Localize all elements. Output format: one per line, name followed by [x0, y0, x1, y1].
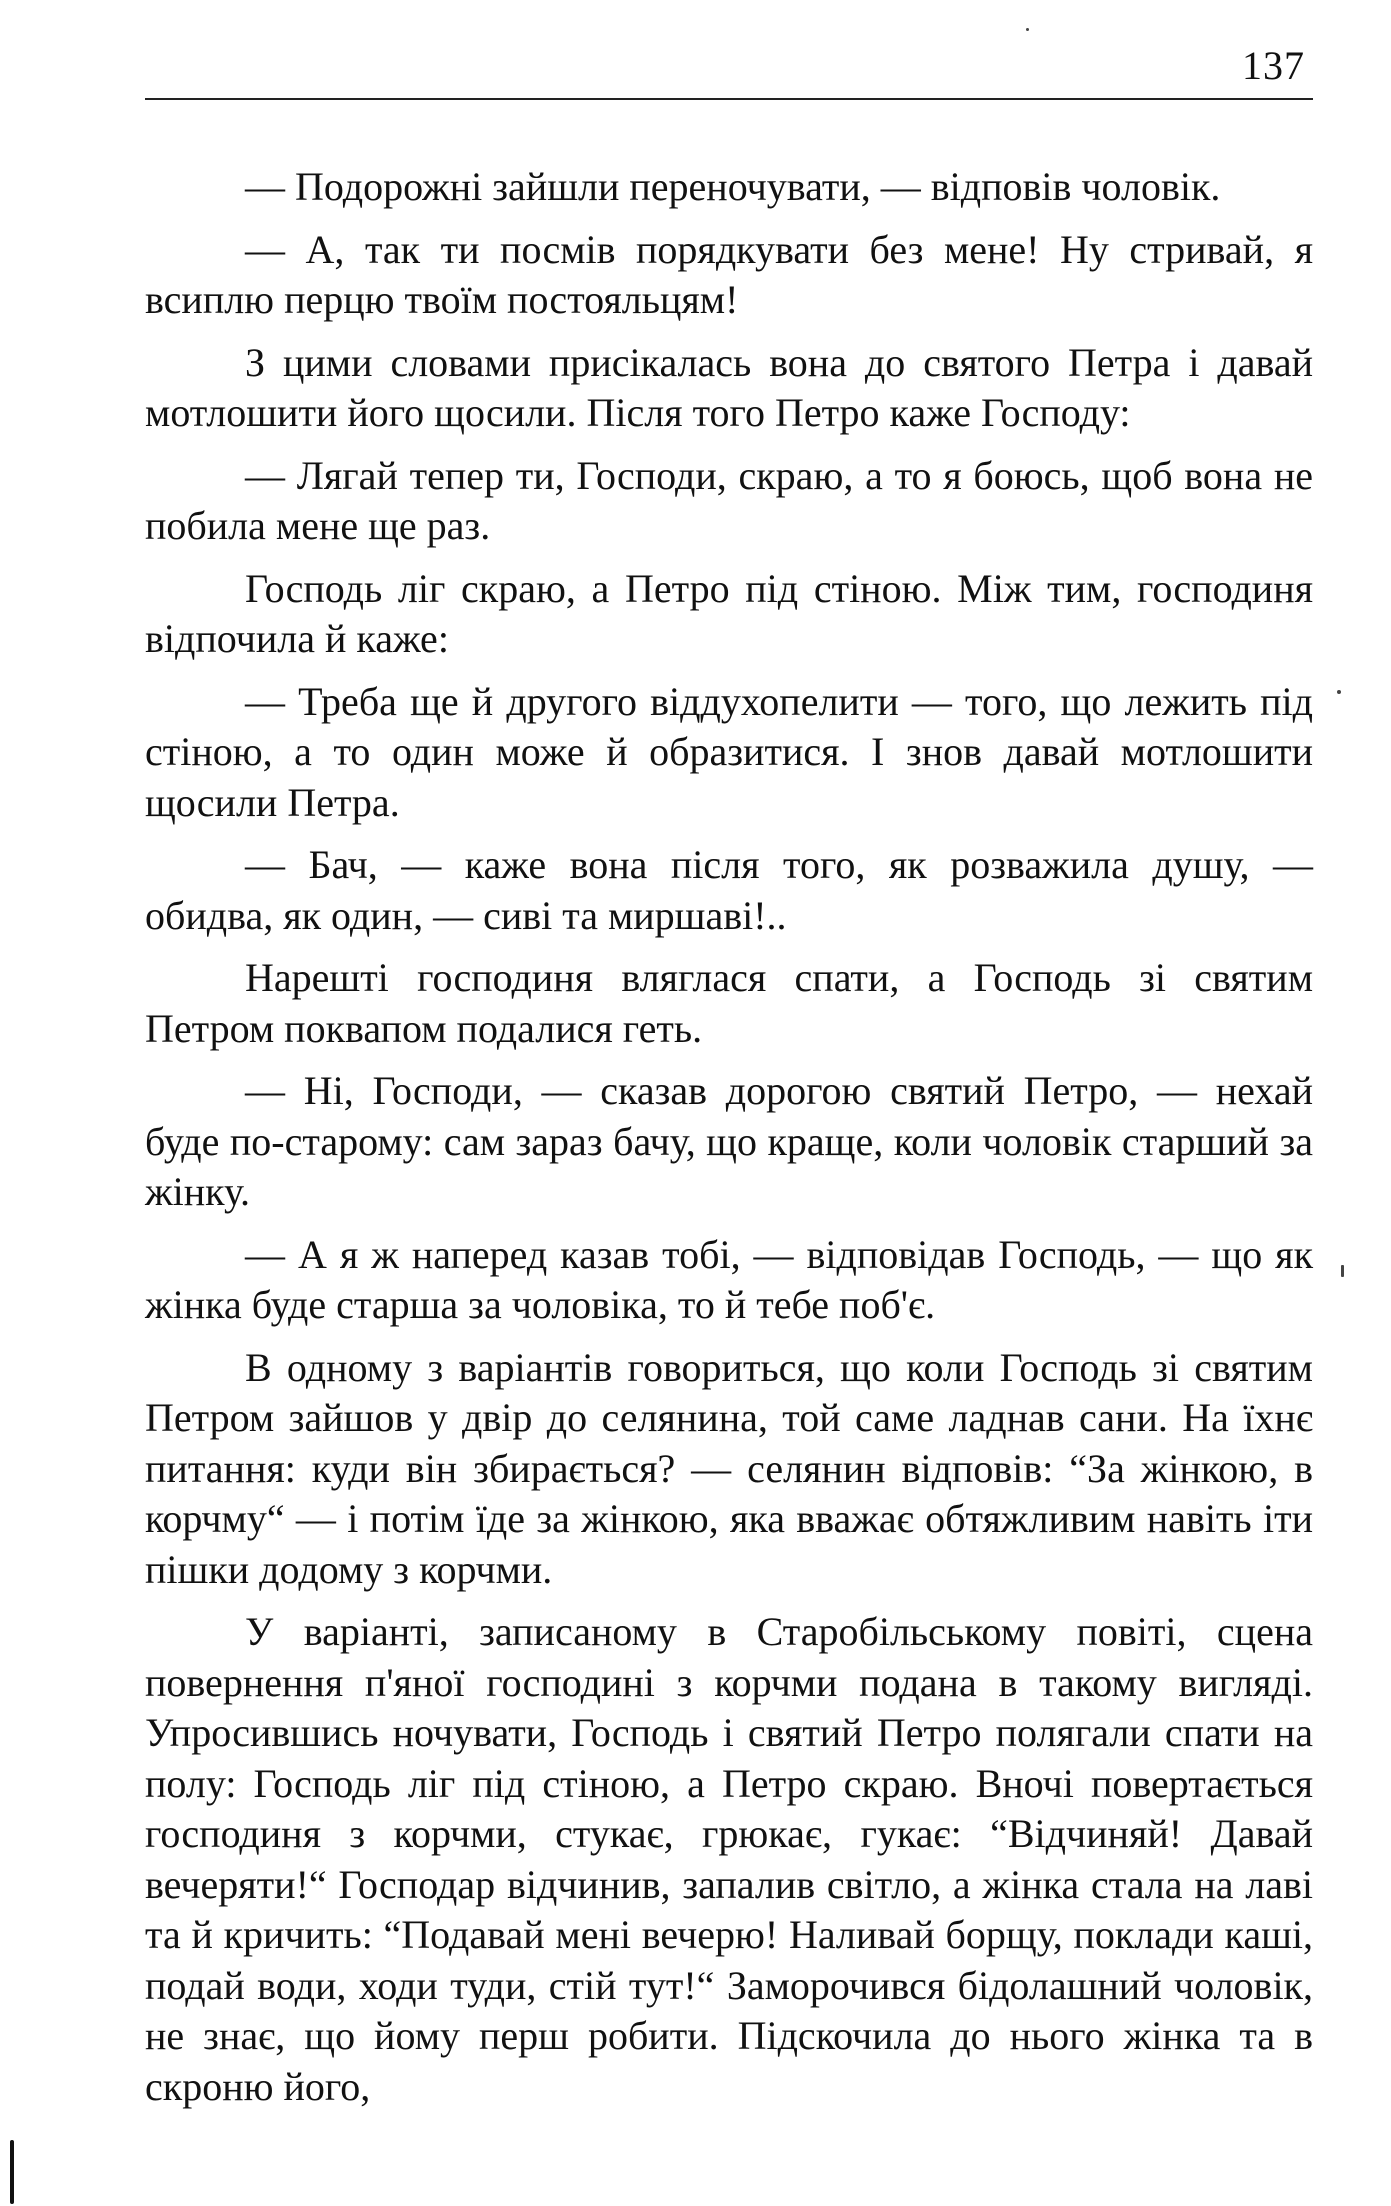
paragraph: У варіанті, записаному в Старобільському повіті, сцена повернення п'яної господині з корчми подана в такому вигляді. Упросившись ночувати, Господь і святий Петро полягали спати на полу: Господь ліг під стіною, а Петро скраю. Вночі повертається господиня з корчми, стукає, грюкає, гукає: “Відчиняй! Давай вечеряти!“ Господар відчинив, запалив світло, а жінка стала на лаві та й кричить: “Подавай мені вечерю! Наливай борщу, поклади каші, подай води, ходи туди, стій тут!“ Заморочився бідолашний чоловік, не знає, що йому перш робити. Підскочила до нього жінка та в скроню його,: [145, 1609, 1313, 2109]
scan-speck: [1026, 28, 1029, 31]
page-number: 137: [1242, 43, 1305, 88]
scan-speck: [1337, 690, 1341, 694]
paragraph: — Лягай тепер ти, Господи, скраю, а то я боюсь, щоб вона не побила мене ще раз.: [145, 452, 1313, 548]
body-text: [145, 162, 1313, 2112]
paragraph: Нарешті господиня вляглася спати, а Господь зі святим Петром поквапом подалися геть.: [145, 955, 1313, 1051]
running-header: [145, 40, 1313, 100]
paragraph: З цими словами присікалась вона до святого Петра і давай мотлошити його щосили. Після того Петро каже Господу:: [145, 339, 1313, 435]
paragraph: — А, так ти посмів порядкувати без мене! Ну стривай, я всиплю перцю твоїм постояльцям!: [145, 226, 1313, 322]
scan-speck: [1341, 1265, 1344, 1277]
paragraph: В одному з варіантів говориться, що коли Господь зі святим Петром зайшов у двір до селянина, той саме ладнав сани. На їхнє питання: куди він збирається? — селянин відповів: “За жінкою, в корчму“ — і потім їде за жінкою, яка вважає обтяжливим навіть іти пішки додому з корчми.: [145, 1344, 1313, 1592]
paragraph: — Бач, — каже вона після того, як розважила душу, — обидва, як один, — сиві та миршаві!..: [145, 842, 1313, 938]
paragraph: Господь ліг скраю, а Петро під стіною. Між тим, господиня відпочила й каже:: [145, 565, 1313, 661]
book-page: [145, 40, 1313, 2124]
paragraph: — А я ж наперед казав тобі, — відповідав Господь, — що як жінка буде старша за чоловіка, то й тебе поб'є.: [145, 1231, 1313, 1327]
paragraph: — Треба ще й другого віддухопелити — того, що лежить під стіною, а то один може й образитися. І знов давай мотлошити щосили Петра.: [145, 678, 1313, 825]
scan-edge-mark: [10, 2140, 14, 2204]
paragraph: — Подорожні зайшли переночувати, — відповів чоловік.: [245, 164, 1221, 209]
paragraph: — Ні, Господи, — сказав дорогою святий Петро, — нехай буде по-старому: сам зараз бачу, що краще, коли чоловік старший за жінку.: [145, 1068, 1313, 1214]
